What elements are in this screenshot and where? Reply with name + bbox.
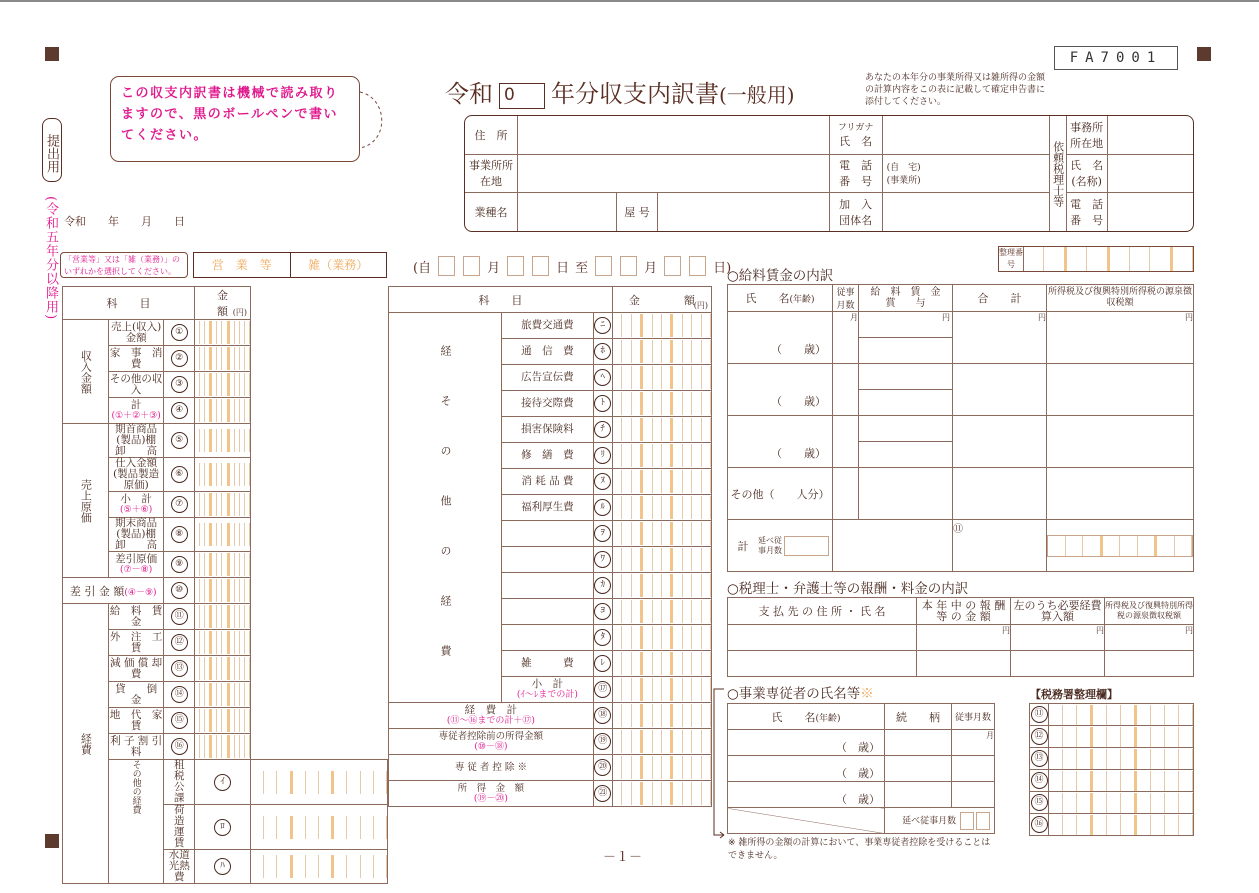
kanyu-input[interactable] — [882, 193, 1049, 231]
top-border — [0, 0, 1259, 2]
nobe-input[interactable] — [784, 536, 829, 556]
left-row-label: 差引原価 (⑦－⑧) — [108, 552, 164, 578]
zeirishi-row2-hitsuyo[interactable] — [1011, 651, 1105, 677]
kyuryo-sonota-jumu[interactable] — [833, 468, 859, 520]
middle-row-amount[interactable] — [612, 547, 711, 573]
notice-arc — [358, 88, 392, 152]
period-nichi-end: 日) — [713, 260, 732, 276]
gyoshumei-input[interactable] — [518, 193, 617, 231]
date-line: 令和 年 月 日 — [64, 215, 185, 228]
middle-row-amount[interactable] — [612, 573, 711, 599]
kyuryo-row-kyuryo[interactable]: 円 — [859, 312, 953, 364]
left-row-num: ⑬ — [164, 656, 195, 682]
middle-row-num: ﾜ — [593, 547, 612, 573]
kyuryo-h-jumu: 従事月数 — [833, 285, 859, 312]
middle-row-num: ⑲ — [593, 729, 612, 755]
kyuryo-row-zei[interactable] — [1047, 364, 1194, 416]
left-row-amount[interactable] — [195, 656, 251, 682]
middle-row-num: ﾄ — [593, 391, 612, 417]
middle-row-num: ﾚ — [593, 651, 612, 677]
zeirishi-title: ○税理士・弁護士等の報酬・料金の内訳 — [727, 581, 969, 597]
seiri-bango-input[interactable] — [1024, 247, 1193, 271]
kyuryo-row-jumu[interactable] — [833, 416, 859, 468]
left-row-num: ③ — [164, 372, 195, 398]
period-gatsu2: 月 — [644, 260, 658, 276]
middle-row — [389, 703, 712, 729]
middle-row-num: ﾙ — [593, 495, 612, 521]
middle-row-label: 所 得 金 額 (⑲－⑳) — [389, 781, 594, 807]
left-row-label: 売上(収入)金額 — [108, 320, 164, 346]
senjusha-row-jumu[interactable] — [952, 756, 995, 782]
middle-row-num: ⑱ — [593, 703, 612, 729]
senjusha-row-shimei[interactable]: （ 歳） — [728, 782, 885, 808]
senjusha-title: ○事業専従者の氏名等※ — [727, 686, 874, 702]
kyuryo-row-shimei[interactable]: （ 歳） — [728, 364, 833, 416]
left-row-amount[interactable] — [195, 708, 251, 734]
left-row-amount[interactable] — [195, 552, 251, 578]
senjusha-row-jumu[interactable]: 月 — [952, 730, 995, 756]
middle-row-label — [502, 521, 594, 547]
middle-row-label: 経 費 計 (⑪～⑯までの計＋⑰) — [389, 703, 594, 729]
option-zatsu[interactable]: 雑（業務） — [308, 258, 369, 272]
left-row-num: ⑫ — [164, 630, 195, 656]
kyuryo-row-kyuryo[interactable] — [859, 416, 953, 468]
middle-row-amount[interactable] — [612, 365, 711, 391]
zeimusho-input[interactable] — [1049, 704, 1194, 726]
label-jusho: 住 所 — [465, 116, 518, 154]
zeimusho-row — [1030, 726, 1194, 748]
middle-row-num: ﾖ — [593, 599, 612, 625]
left-row-label: 家 事 消 費 — [109, 346, 173, 370]
left-row-amount[interactable] — [195, 424, 251, 458]
label-gyoshumei: 業種名 — [465, 193, 518, 231]
kyuryo-total-goukei[interactable]: ⑪ — [953, 520, 1047, 572]
zeirishi-h-hitsuyo: 左のうち必要経費算入額 — [1011, 598, 1105, 625]
middle-row-num: ﾍ — [593, 365, 612, 391]
left-row-num: ⑯ — [164, 734, 195, 760]
middle-row-amount[interactable] — [612, 677, 711, 703]
middle-row-amount[interactable] — [612, 391, 711, 417]
label-irai: 依頼税理士等 — [1049, 116, 1066, 231]
senjusha-footnote: ※ 雑所得の金額の計算において、事業専従者控除を受けることはできません。 — [728, 838, 991, 861]
jimusho-input[interactable] — [1107, 116, 1193, 154]
left-row — [63, 346, 388, 372]
middle-row-label — [502, 625, 594, 651]
senjusha-row — [728, 730, 995, 756]
zeimusho-input[interactable] — [1049, 792, 1194, 814]
period-start-month-2[interactable] — [463, 256, 480, 276]
kyuryo-sonota-goukei[interactable] — [953, 468, 1047, 520]
seiri-bango — [998, 246, 1194, 272]
left-header-kingaku: 金 額 (円) — [195, 287, 251, 320]
middle-row-amount[interactable] — [612, 651, 711, 677]
zeimusho-num: ⑯ — [1030, 814, 1049, 836]
period-label: (令和五年分以降用) — [43, 196, 58, 321]
middle-header-kamoku: 科 目 — [389, 287, 613, 313]
middle-row-num: ﾆ — [593, 313, 612, 339]
label-jigyosho: 事業所所在地 — [465, 154, 518, 193]
left-group-urige: 売上原価 — [63, 424, 109, 578]
senjusha-arrow — [710, 688, 730, 848]
left-row-label: 計 (①＋②＋③) — [108, 398, 164, 424]
kyuryo-row-goukei[interactable] — [953, 364, 1047, 416]
left-row-label: 貸 倒 金 — [108, 682, 164, 708]
middle-row-amount[interactable] — [612, 339, 711, 365]
middle-row-label: 消 耗 品 費 — [502, 469, 594, 495]
senjusha-row — [728, 782, 995, 808]
label-kanyu: 加 入 団体名 — [829, 193, 882, 231]
senjusha-h-jumu: 従事月数 — [952, 704, 995, 730]
middle-table — [388, 286, 712, 807]
kyuryo-row-zei[interactable]: 円 — [1047, 312, 1194, 364]
left-row — [63, 604, 388, 630]
header-box — [464, 115, 1194, 232]
left-row-label: 小 計 (⑤＋⑥) — [108, 492, 164, 518]
left-row: 差 引 金 額(④－⑨) ⑩ — [63, 578, 388, 604]
middle-row-num: ｦ — [593, 521, 612, 547]
senjusha-nobe[interactable]: 延べ従事月数 — [885, 808, 995, 834]
middle-row-label — [502, 599, 594, 625]
zeimusho-row — [1030, 814, 1194, 836]
left-row-amount[interactable] — [251, 760, 388, 805]
left-row-amount[interactable] — [195, 458, 251, 492]
kyuryo-total-label: 計 延べ従事月数 — [728, 520, 833, 572]
kyuryo-h-kyuryo: 給 料 賃 金 賞 与 — [859, 285, 953, 312]
period-end-month-2[interactable] — [620, 256, 637, 276]
zeimusho-title: 【税務署整理欄】 — [1030, 688, 1118, 701]
senjusha-row — [728, 756, 995, 782]
left-row-num: ⑧ — [164, 518, 195, 552]
label-shimei-meisho: 氏 名(名称) — [1066, 154, 1107, 193]
kyuryo-row-goukei[interactable]: 円 — [953, 312, 1047, 364]
middle-row-amount[interactable] — [612, 781, 711, 807]
zeirishi-row1-shiharai[interactable] — [728, 625, 917, 651]
teishutsu-label: 提出用 — [42, 118, 62, 182]
label-jimusho: 事務所所在地 — [1066, 116, 1107, 154]
selection-note: 「営業等」又は「雑（業務）」のいずれかを選択してください。 — [60, 252, 188, 278]
label-yago: 屋 号 — [617, 193, 658, 231]
middle-row-label: 旅費交通費 — [502, 313, 594, 339]
left-row-amount[interactable] — [195, 518, 251, 552]
label-denwa: 電 話 番 号 — [829, 154, 882, 193]
senjusha-row-zokugara[interactable] — [885, 782, 952, 808]
period-end-month[interactable] — [595, 256, 612, 276]
left-row — [63, 372, 388, 398]
kyuryo-total-blank — [833, 520, 953, 572]
zeimusho-input[interactable] — [1049, 748, 1194, 770]
left-row-label: 期末商品(製品)棚 卸 高 — [108, 518, 164, 552]
left-group-shunyu: 収入金額 — [63, 320, 109, 424]
left-row-num: ⑮ — [164, 708, 195, 734]
middle-row-num: ﾘ — [593, 443, 612, 469]
zeirishi-shimei-input[interactable] — [1107, 154, 1193, 193]
left-row-label: 給 料 賃 金 — [109, 604, 173, 628]
middle-row-label: 雑 費 — [502, 651, 594, 677]
left-row-num: ⑩ — [164, 578, 195, 604]
zeimusho-input[interactable] — [1049, 726, 1194, 748]
senjusha-h-zokugara: 続 柄 — [885, 704, 952, 730]
left-row-label: その他の収入 — [109, 372, 163, 396]
label-shimei: フリガナ 氏 名 — [829, 116, 882, 154]
senjusha-table — [727, 703, 995, 834]
zeirishi-row2-shiharai[interactable] — [728, 651, 917, 677]
left-header-kamoku: 科 目 — [63, 287, 195, 320]
zeirishi-row2-houshu[interactable] — [917, 651, 1011, 677]
middle-row-amount[interactable] — [612, 443, 711, 469]
senjusha-row-shimei[interactable]: （ 歳） — [728, 756, 885, 782]
zeirishi-table — [727, 597, 1194, 677]
zeimusho-num: ⑭ — [1030, 770, 1049, 792]
left-row-num: ⑨ — [164, 552, 195, 578]
senjusha-row-zokugara[interactable] — [885, 730, 952, 756]
period-start-day-2[interactable] — [532, 256, 549, 276]
kyuryo-row-zei[interactable] — [1047, 416, 1194, 468]
middle-row-label: 小 計 (ｲ～ﾚまでの計) — [502, 677, 594, 703]
left-row-amount[interactable] — [195, 398, 251, 424]
title-note: あなたの本年分の事業所得又は雑所得の金額の計算内容をこの表に記載して確定申告書に添付してください。 — [865, 73, 1046, 107]
middle-row-num: ﾁ — [593, 417, 612, 443]
left-group-sonota: その他の経費 — [108, 760, 164, 884]
shimei-input[interactable] — [882, 116, 1049, 154]
middle-row-num: ﾇ — [593, 469, 612, 495]
middle-row-label — [502, 547, 594, 573]
middle-row-label: 福利厚生費 — [502, 495, 594, 521]
middle-row-label: 通 信 費 — [502, 339, 594, 365]
left-row-num: ⑤ — [164, 424, 195, 458]
page-title — [445, 74, 795, 109]
senjusha-diagonal — [728, 808, 885, 834]
kyuryo-row-kyuryo[interactable] — [859, 364, 953, 416]
middle-row-label — [502, 573, 594, 599]
kyuryo-row-jumu[interactable]: 月 — [833, 312, 859, 364]
left-row-amount[interactable] — [195, 630, 251, 656]
left-row — [63, 398, 388, 424]
zeimusho-row — [1030, 770, 1194, 792]
kyuryo-sonota: その他（ 人分） — [728, 468, 833, 520]
left-row — [63, 682, 388, 708]
kyuryo-row-shimei[interactable]: （ 歳） — [728, 416, 833, 468]
left-row-label: 租 税 公 課 — [164, 760, 195, 805]
period-row — [413, 256, 731, 276]
middle-row-label: 修 繕 費 — [502, 443, 594, 469]
notice-box: この収支内訳書は機械で読み取りますので、黒のボールペンで書いてください。 — [110, 76, 360, 162]
zeirishi-h-shiharai: 支 払 先 の 住 所 ・ 氏 名 — [728, 598, 917, 625]
left-row-amount[interactable] — [195, 346, 251, 372]
left-row-label: 水道光熱費 — [164, 850, 195, 884]
zeimusho-input[interactable] — [1049, 814, 1194, 836]
zeirishi-h-zei: 所得税及び復興特別所得税の源泉徴収税額 — [1105, 598, 1194, 625]
left-row-num: ④ — [164, 398, 195, 424]
senjusha-row-shimei[interactable]: （ 歳） — [728, 730, 885, 756]
zeirishi-row1-houshu[interactable]: 円 — [917, 625, 1011, 651]
page-number: －１－ — [603, 850, 643, 865]
denwa-input[interactable]: (自 宅) (事業所) — [882, 154, 1049, 193]
registration-mark — [45, 834, 59, 848]
title-reiwa: 令和 — [445, 80, 493, 108]
left-row-label: 利 子 割 引 料 — [110, 734, 163, 758]
left-row-num: ⑦ — [164, 492, 195, 518]
period-gatsu: 月 — [487, 260, 501, 276]
left-row-amount[interactable] — [195, 372, 251, 398]
zeimusho-row — [1030, 704, 1194, 726]
zeimusho-num: ⑫ — [1030, 726, 1049, 748]
period-end-day-2[interactable] — [689, 256, 706, 276]
zeimusho-num: ⑬ — [1030, 748, 1049, 770]
left-row-num: ⑪ — [164, 604, 195, 630]
left-row — [63, 518, 388, 552]
left-row-label: 差 引 金 額 — [69, 584, 125, 598]
zeimusho-row — [1030, 748, 1194, 770]
left-row — [63, 630, 388, 656]
left-row — [63, 424, 388, 458]
left-row-num: ｲ — [195, 760, 251, 805]
left-row-num: ② — [164, 346, 195, 372]
middle-row — [389, 781, 712, 807]
left-row-label: 仕入金額(製品製造原価) — [108, 458, 164, 492]
middle-row-amount[interactable] — [612, 729, 711, 755]
left-row-num: ﾛ — [195, 805, 251, 850]
left-row-label: 地 代 家 賃 — [109, 708, 173, 732]
middle-row-label: 広告宣伝費 — [502, 365, 594, 391]
middle-row-amount[interactable] — [612, 755, 711, 781]
kyuryo-h-zei: 所得税及び復興特別所得税の源泉徴収税額 — [1047, 285, 1194, 312]
zeirishi-row2-zei[interactable] — [1105, 651, 1194, 677]
kyuryo-sonota-zei[interactable] — [1047, 468, 1194, 520]
zeirishi-denwa-input[interactable] — [1107, 193, 1193, 231]
middle-row-label: 接待交際費 — [502, 391, 594, 417]
kyuryo-row-shimei[interactable]: （ 歳） — [728, 312, 833, 364]
left-table — [62, 286, 388, 884]
middle-row-amount[interactable] — [612, 521, 711, 547]
middle-row-label: 専 従 者 控 除 ※ — [389, 755, 594, 781]
kyuryo-table — [727, 284, 1194, 572]
middle-row — [389, 755, 712, 781]
left-row-amount[interactable] — [195, 320, 251, 346]
title-main: 年分収支内訳書 — [551, 80, 719, 108]
kyuryo-sonota-kyuryo[interactable] — [859, 468, 953, 520]
kyuryo-title: ○給料賃金の内訳 — [727, 268, 834, 284]
left-row-amount[interactable] — [195, 492, 251, 518]
zeirishi-row1-zei[interactable]: 円 — [1105, 625, 1194, 651]
selection-options — [193, 252, 387, 278]
left-row — [63, 552, 388, 578]
zeirishi-row1-hitsuyo[interactable]: 円 — [1011, 625, 1105, 651]
left-row-label: 期首商品(製品)棚 卸 高 — [108, 424, 164, 458]
middle-header-kingaku: 金 額 (円) — [612, 287, 711, 313]
registration-mark — [45, 47, 59, 61]
middle-row-num: ⑳ — [593, 755, 612, 781]
middle-row-num: ｶ — [593, 573, 612, 599]
middle-row — [389, 313, 712, 339]
middle-row-amount[interactable] — [612, 495, 711, 521]
left-row — [63, 760, 388, 805]
middle-row-amount[interactable] — [612, 313, 711, 339]
period-end-day[interactable] — [664, 256, 681, 276]
kyuryo-h-goukei: 合 計 — [953, 285, 1047, 312]
jusho-input[interactable] — [518, 116, 830, 154]
yago-input[interactable] — [658, 193, 830, 231]
left-row — [63, 656, 388, 682]
left-row — [63, 492, 388, 518]
kyuryo-row — [728, 416, 1194, 468]
zeimusho-input[interactable] — [1049, 770, 1194, 792]
middle-row-amount[interactable] — [612, 703, 711, 729]
middle-row-amount[interactable] — [612, 625, 711, 651]
kyuryo-row — [728, 364, 1194, 416]
kyuryo-row-jumu[interactable] — [833, 364, 859, 416]
left-row-num: ﾊ — [195, 850, 251, 884]
zeimusho-row — [1030, 792, 1194, 814]
form-code: FA7001 — [1054, 46, 1178, 70]
period-ji: (自 — [413, 260, 432, 276]
left-row-amount[interactable] — [195, 578, 251, 604]
left-row — [63, 458, 388, 492]
left-row-num: ① — [164, 320, 195, 346]
left-row — [63, 320, 388, 346]
middle-row-amount[interactable] — [612, 417, 711, 443]
left-row-amount[interactable] — [195, 604, 251, 630]
left-row — [63, 708, 388, 734]
middle-row-label: 専従者控除前の所得金額 (⑩－⑱) — [389, 729, 594, 755]
senjusha-row-jumu[interactable] — [952, 782, 995, 808]
title-ippan: (一般用) — [719, 83, 795, 107]
senjusha-row-zokugara[interactable] — [885, 756, 952, 782]
left-row-amount[interactable] — [251, 850, 388, 884]
year-input[interactable]: 0 — [499, 83, 545, 109]
left-row-num: ⑭ — [164, 682, 195, 708]
kyuryo-total-zei[interactable] — [1047, 520, 1194, 572]
left-row-amount[interactable] — [251, 805, 388, 850]
kyuryo-row-goukei[interactable] — [953, 416, 1047, 468]
middle-row-amount[interactable] — [612, 469, 711, 495]
left-row-label: 外 注 工 賃 — [109, 630, 173, 654]
period-start-day[interactable] — [507, 256, 524, 276]
zeimusho-table — [1029, 703, 1194, 836]
left-row — [63, 734, 388, 760]
middle-row-num: ﾎ — [593, 339, 612, 365]
middle-row-num: ㉑ — [593, 781, 612, 807]
label-denwa2: 電 話 番 号 — [1066, 193, 1107, 231]
middle-row-num: ⑰ — [593, 677, 612, 703]
zeirishi-h-houshu: 本 年 中 の 報 酬 等 の 金 額 — [917, 598, 1011, 625]
left-row-amount[interactable] — [195, 682, 251, 708]
option-eigyo[interactable]: 営 業 等 — [194, 253, 291, 277]
middle-row-label: 損害保険料 — [502, 417, 594, 443]
zeimusho-num: ⑮ — [1030, 792, 1049, 814]
period-nichi: 日 — [556, 260, 570, 276]
period-itaru: 至 — [575, 260, 589, 276]
zeimusho-num: ⑪ — [1030, 704, 1049, 726]
seiri-bango-label: 整理番号 — [999, 248, 1023, 269]
senjusha-h-shimei: 氏 名(年齢) — [728, 704, 885, 730]
jigyosho-input[interactable] — [518, 154, 830, 193]
kyuryo-row — [728, 312, 1194, 364]
left-row-amount[interactable] — [195, 734, 251, 760]
middle-row-num: ﾀ — [593, 625, 612, 651]
left-row-label: 減 価 償 却 費 — [110, 656, 163, 680]
kyuryo-h-shimei: 氏 名(年齢) — [728, 285, 833, 312]
left-group-keihi: 経費 — [63, 604, 109, 884]
left-row-label: 荷 造 運 賃 — [164, 805, 195, 850]
middle-group-label: 経 そ の 他 の 経 費 — [389, 313, 502, 703]
middle-row — [389, 729, 712, 755]
left-row-num: ⑥ — [164, 458, 195, 492]
registration-mark — [1197, 47, 1211, 61]
middle-row-amount[interactable] — [612, 599, 711, 625]
period-start-month[interactable] — [438, 256, 455, 276]
